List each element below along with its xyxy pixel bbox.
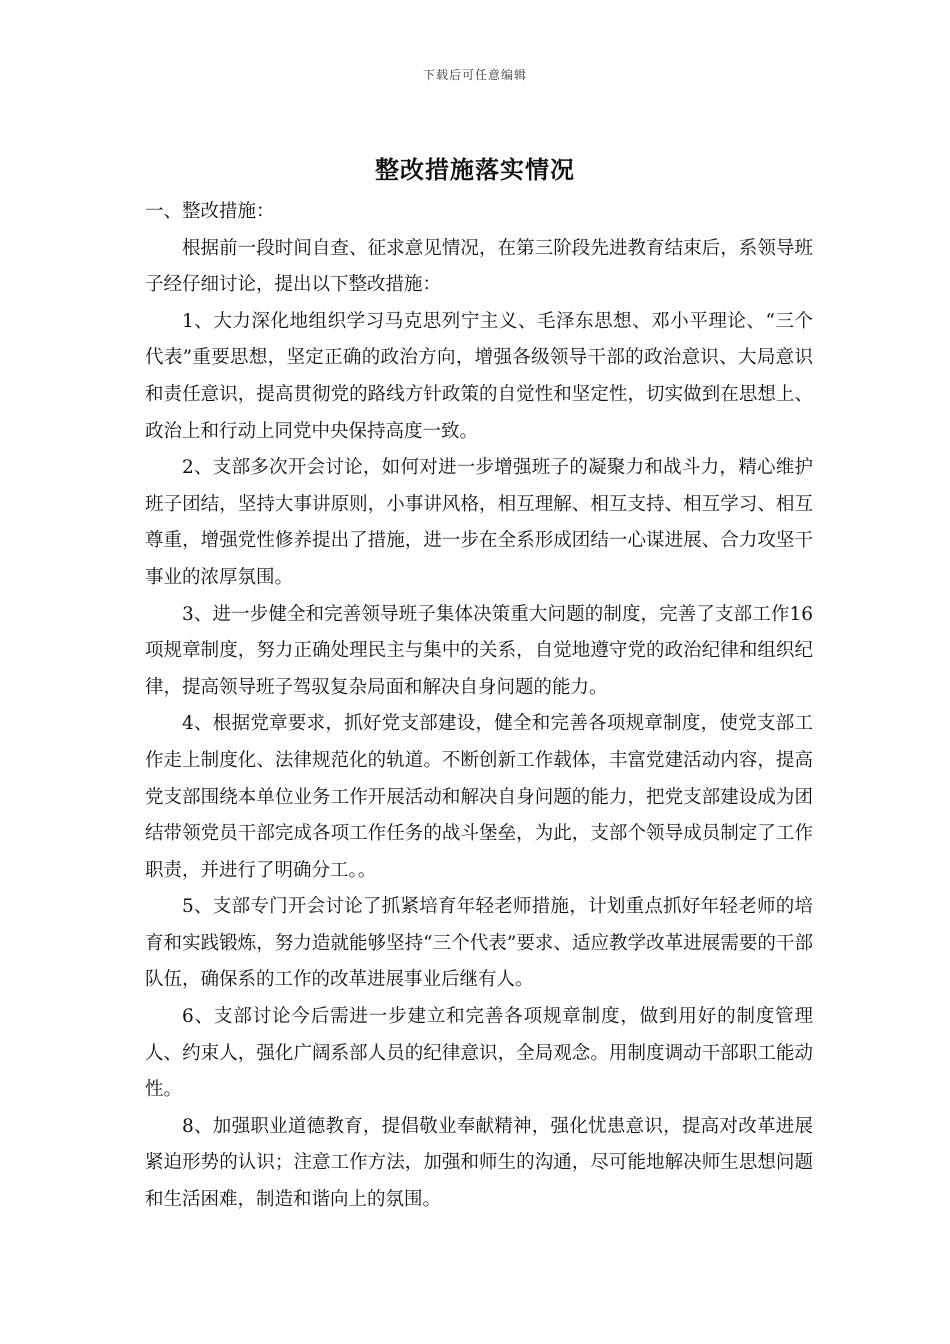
document-body — [145, 194, 813, 1219]
paragraph-item-4: 4、根据党章要求，抓好党支部建设，健全和完善各项规章制度，使党支部工作走上制度化、法律规范化的轨道。不断创新工作载体，丰富党建活动内容，提高党支部围绕本单位业务工作开展活动和解决自身问题的能力，把党支部建设成为团结带领党员干部完成各项工作任务的战斗堡垒，为此，支部个领导成员制定了工作职责，并进行了明确分工。。 — [145, 713, 813, 881]
paragraph-item-1: 1、大力深化地组织学习马克思列宁主义、毛泽东思想、邓小平理论、“三个代表”重要思想，坚定正确的政治方向，增强各级领导干部的政治意识、大局意识和责任意识，提高贯彻党的路线方针政策的自觉性和坚定性，切实做到在思想上、政治上和行动上同党中央保持高度一致。 — [145, 310, 813, 442]
paragraph-intro: 根据前一段时间自查、征求意见情况，在第三阶段先进教育结束后，系领导班子经仔细讨论，提出以下整改措施： — [145, 237, 813, 296]
paragraph-item-8: 8、加强职业道德教育，提倡敬业奉献精神，强化忧患意识，提高对改革进展紧迫形势的认识；注意工作方法，加强和师生的沟通，尽可能地解决师生思想问题和生活困难，制造和谐向上的氛围。 — [145, 1115, 813, 1211]
header-note: 下载后可任意编辑 — [422, 68, 527, 82]
paragraph-item-6: 6、支部讨论今后需进一步建立和完善各项规章制度，做到用好的制度管理人、约束人，强化广阔系部人员的纪律意识，全局观念。用制度调动干部职工能动性。 — [145, 1006, 813, 1101]
document-title: 整改措施落实情况 — [375, 155, 575, 184]
paragraph-item-5: 5、支部专门开会讨论了抓紧培育年轻老师措施，计划重点抓好年轻老师的培育和实践锻炼，努力造就能够坚持“三个代表”要求、适应教学改革进展需要的干部队伍，确保系的工作的改革进展事业后继有人。 — [145, 896, 813, 991]
paragraph-item-3: 3、进一步健全和完善领导班子集体决策重大问题的制度，完善了支部工作16项规章制度，努力正确处理民主与集中的关系，自觉地遵守党的政治纪律和组织纪律，提高领导班子驾驭复杂局面和解决自身问题的能力。 — [145, 603, 813, 698]
paragraph-item-2: 2、支部多次开会讨论，如何对进一步增强班子的凝聚力和战斗力，精心维护班子团结，坚持大事讲原则，小事讲风格，相互理解、相互支持、相互学习、相互尊重，增强党性修养提出了措施，进一步在全系形成团结一心谋进展、合力攻坚干事业的浓厚氛围。 — [145, 457, 813, 588]
section-heading: 一、整改措施： — [145, 201, 275, 222]
